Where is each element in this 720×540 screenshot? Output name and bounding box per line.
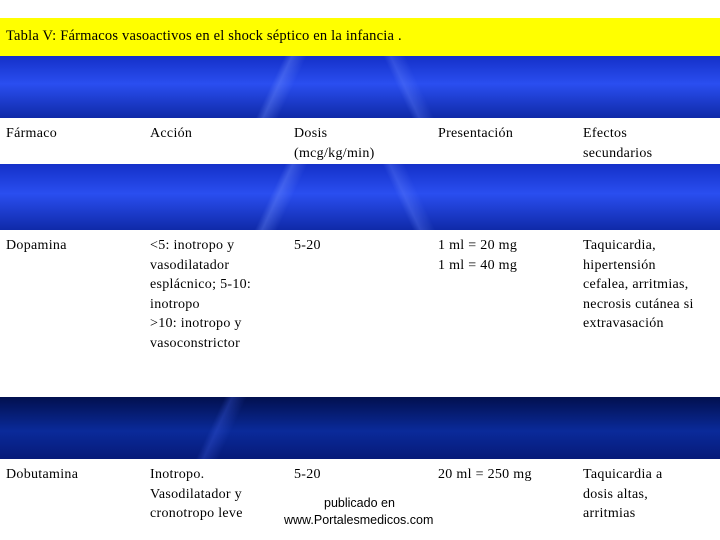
decorative-band [0, 56, 720, 118]
credit-line-published: publicado en [324, 496, 395, 510]
drug-presentation: 20 ml = 250 mg [438, 467, 532, 482]
drug-name: Dopamina [6, 238, 67, 253]
header-dosis: Dosis (mcg/kg/min) [294, 126, 375, 161]
header-farmaco: Fármaco [6, 126, 58, 141]
decorative-band [0, 397, 720, 459]
drug-action: Inotropo. Vasodilatador y cronotropo leve [150, 467, 243, 521]
header-accion: Acción [150, 126, 193, 141]
drug-side-effects: Taquicardia a dosis altas, arritmias [583, 467, 663, 521]
drug-name: Dobutamina [6, 467, 79, 482]
source-credit [284, 495, 444, 529]
credit-line-url: www.Portalesmedicos.com [284, 513, 434, 527]
decorative-band [0, 164, 720, 230]
table-title: Tabla V: Fármacos vasoactivos en el shock séptico en la infancia . [0, 18, 720, 56]
header-efectos: Efectos secundarios [583, 126, 653, 161]
drug-action: <5: inotropo y vasodilatador esplácnico; 5-10: inotropo >10: inotropo y vasoconstrictor [150, 238, 252, 351]
header-presentacion: Presentación [438, 126, 514, 141]
table-header-row [0, 118, 720, 164]
drug-side-effects: Taquicardia, hipertensión cefalea, arritmias, necrosis cutánea si extravasación [583, 238, 694, 331]
drug-dose: 5-20 [294, 238, 321, 253]
drug-presentation: 1 ml = 20 mg 1 ml = 40 mg [438, 238, 518, 273]
drug-dose: 5-20 [294, 467, 321, 482]
table-row [0, 230, 720, 397]
top-margin [0, 0, 720, 18]
